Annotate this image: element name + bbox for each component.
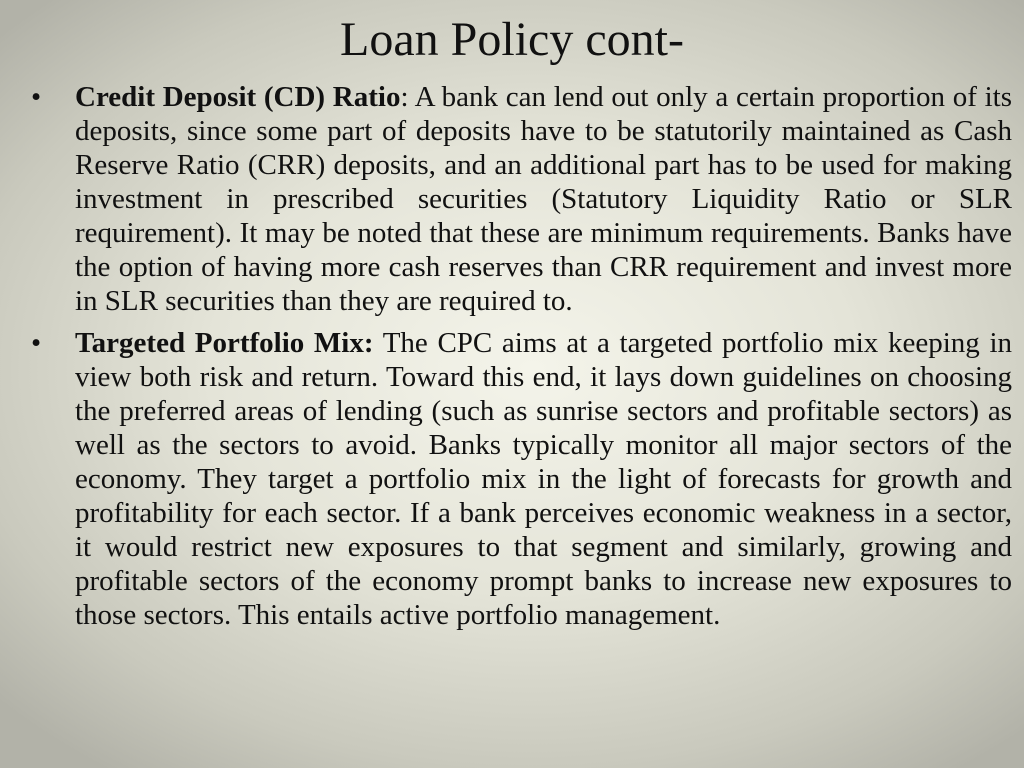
bullet-icon: • (31, 327, 42, 359)
bullet-term: Targeted Portfolio Mix: (75, 327, 374, 359)
bullet-icon: • (31, 81, 42, 113)
bullet-text: A bank can lend out only a certain proportion of its deposits, since some part of deposits have to be statutorily maintained as Cash Reserve Ratio (CRR) deposits, and an additional part has to be used for making investment in prescribed securities (Statutory Liquidity Ratio or SLR requirement). It may be noted that these are minimum requirements. Banks have the option of having more cash reserves than CRR requirement and invest more in SLR securities than they are required to. (75, 81, 1012, 317)
bullet-targeted-portfolio-mix (31, 326, 1013, 632)
bullet-separator: : (400, 81, 415, 113)
bullet-text: The CPC aims at a targeted portfolio mix keeping in view both risk and return. Toward this end, it lays down guidelines on choosing the preferred areas of lending (such as sunrise sectors and profitable sectors) as well as the sectors to avoid. Banks typically monitor all major sectors of the economy. They target a portfolio mix in the light of forecasts for growth and profitability for each sector. If a bank perceives economic weakness in a sector, it would restrict new exposures to that segment and similarly, growing and profitable sectors of the economy prompt banks to increase new exposures to those sectors. This entails active portfolio management. (75, 327, 1013, 631)
bullet-list (0, 80, 1024, 632)
bullet-term: Credit Deposit (CD) Ratio (75, 81, 401, 113)
bullet-credit-deposit-ratio (31, 80, 1012, 318)
slide-title: Loan Policy cont- (340, 13, 684, 66)
bullet-separator (374, 327, 383, 359)
